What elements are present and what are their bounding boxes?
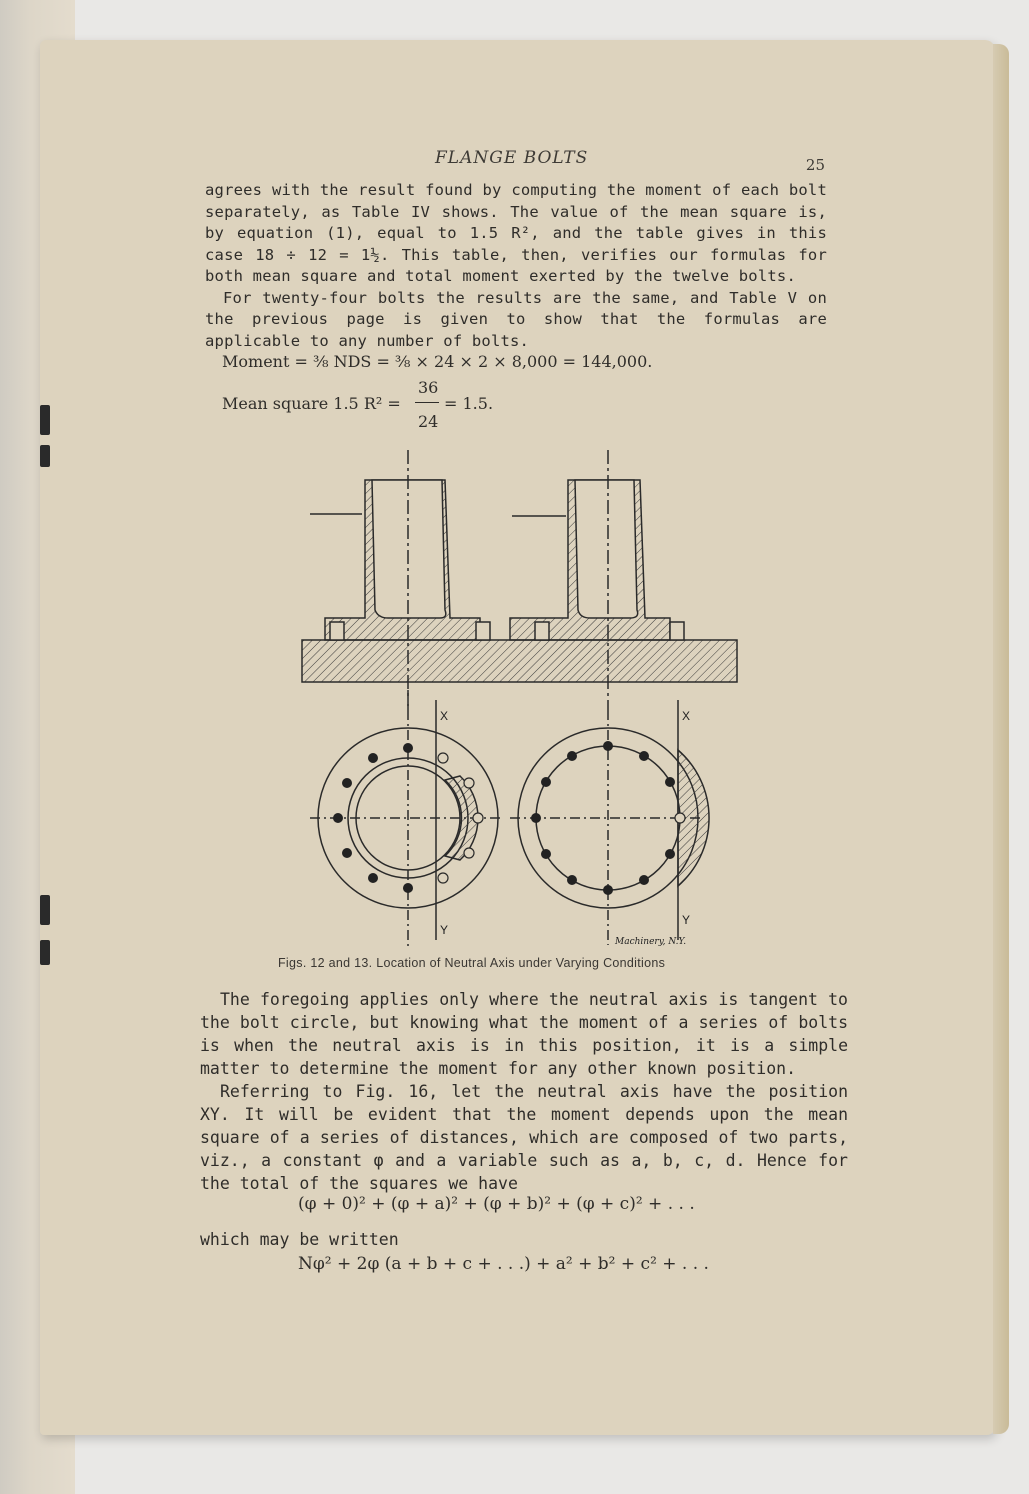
- axis-label-x: X: [440, 709, 449, 723]
- upper-text: [205, 180, 827, 352]
- axis-label-x: X: [682, 709, 691, 723]
- bolt-hollow: [464, 848, 474, 858]
- bolt-solid: [639, 751, 649, 761]
- left-column-bore: [372, 480, 446, 618]
- binding-thread: [40, 940, 50, 965]
- mean-square-prefix: Mean square 1.5 R² =: [222, 394, 401, 413]
- bolt-solid: [665, 777, 675, 787]
- moment-formula: Moment = ⅜ NDS = ⅜ × 24 × 2 × 8,000 = 144,000.: [222, 352, 653, 371]
- paragraph: Referring to Fig. 16, let the neutral axis have the position XY. It will be evident that the moment depends upon the mean square of a series of distances, which are composed of two parts, viz., a constant φ and a variable such as a, b, c, d. Hence for the total of the squares we have: [200, 1082, 848, 1193]
- fraction-denominator: 24: [418, 412, 439, 431]
- figure-credit: Machinery, N.Y.: [615, 937, 687, 947]
- bolt-solid: [541, 849, 551, 859]
- binding-thread: [40, 405, 50, 435]
- equation-expanded: Nφ² + 2φ (a + b + c + . . .) + a² + b² + c² + . . .: [298, 1254, 709, 1274]
- bolt-solid: [403, 743, 413, 753]
- paragraph: The foregoing applies only where the neutral axis is tangent to the bolt circle, but knowing what the moment of a series of bolts is when the neutral axis is in this position, it is a simple matter to determine the moment for any other known position.: [200, 990, 848, 1078]
- paragraph: agrees with the result found by computing the moment of each bolt separately, as Table IV shows. The value of the mean square is, by equation (1), equal to 1.5 R², and the table gives in this case 18 ÷ 12 = 1½. This table, then, verifies our formulas for both mean square and total moment exerted by the twelve bolts.: [205, 181, 827, 285]
- bolt-solid: [342, 848, 352, 858]
- lower-text: [200, 988, 848, 1195]
- bolt-solid: [567, 751, 577, 761]
- mean-square-formula: [222, 378, 522, 430]
- bolt-solid: [603, 885, 613, 895]
- fraction-numerator: 36: [418, 378, 439, 397]
- figure-caption: Figs. 12 and 13. Location of Neutral Axis under Varying Conditions: [278, 956, 666, 970]
- flange-drawing: [290, 450, 750, 950]
- bolt-solid: [639, 875, 649, 885]
- bolt-hollow: [438, 753, 448, 763]
- axis-label-y: Y: [682, 913, 691, 927]
- bolt-head: [535, 622, 549, 640]
- bolt-solid: [368, 753, 378, 763]
- bolt-solid: [603, 741, 613, 751]
- bolt-solid: [567, 875, 577, 885]
- flange-figure: [290, 450, 750, 950]
- bridge-text: which may be written: [200, 1230, 399, 1249]
- bolt-solid: [665, 849, 675, 859]
- base-plate: [302, 640, 737, 682]
- bolt-hollow: [464, 778, 474, 788]
- bolt-solid: [333, 813, 343, 823]
- bolt-solid: [342, 778, 352, 788]
- page-edge: [993, 44, 1009, 1434]
- page-header: [205, 148, 825, 178]
- bolt-head: [330, 622, 344, 640]
- bolt-hollow: [675, 813, 685, 823]
- bolt-head: [670, 622, 684, 640]
- right-column-bore: [575, 480, 638, 618]
- bolt-head: [476, 622, 490, 640]
- bolt-solid: [368, 873, 378, 883]
- bolt-solid: [541, 777, 551, 787]
- bolt-solid: [531, 813, 541, 823]
- page-number: 25: [805, 156, 825, 174]
- fraction-bar: [415, 402, 439, 403]
- binding-thread: [40, 895, 50, 925]
- equation-sum-of-squares: (φ + 0)² + (φ + a)² + (φ + b)² + (φ + c)² + . . .: [298, 1194, 695, 1214]
- bolt-hollow: [438, 873, 448, 883]
- axis-label-y: Y: [440, 923, 449, 937]
- mean-square-suffix: = 1.5.: [444, 394, 494, 413]
- paragraph: For twenty-four bolts the results are the same, and Table V on the previous page is given to show that the formulas are applicable to any number of bolts.: [205, 288, 827, 350]
- running-title: FLANGE BOLTS: [435, 148, 589, 168]
- binding-thread: [40, 445, 50, 467]
- bolt-solid: [403, 883, 413, 893]
- bolt-hollow: [473, 813, 483, 823]
